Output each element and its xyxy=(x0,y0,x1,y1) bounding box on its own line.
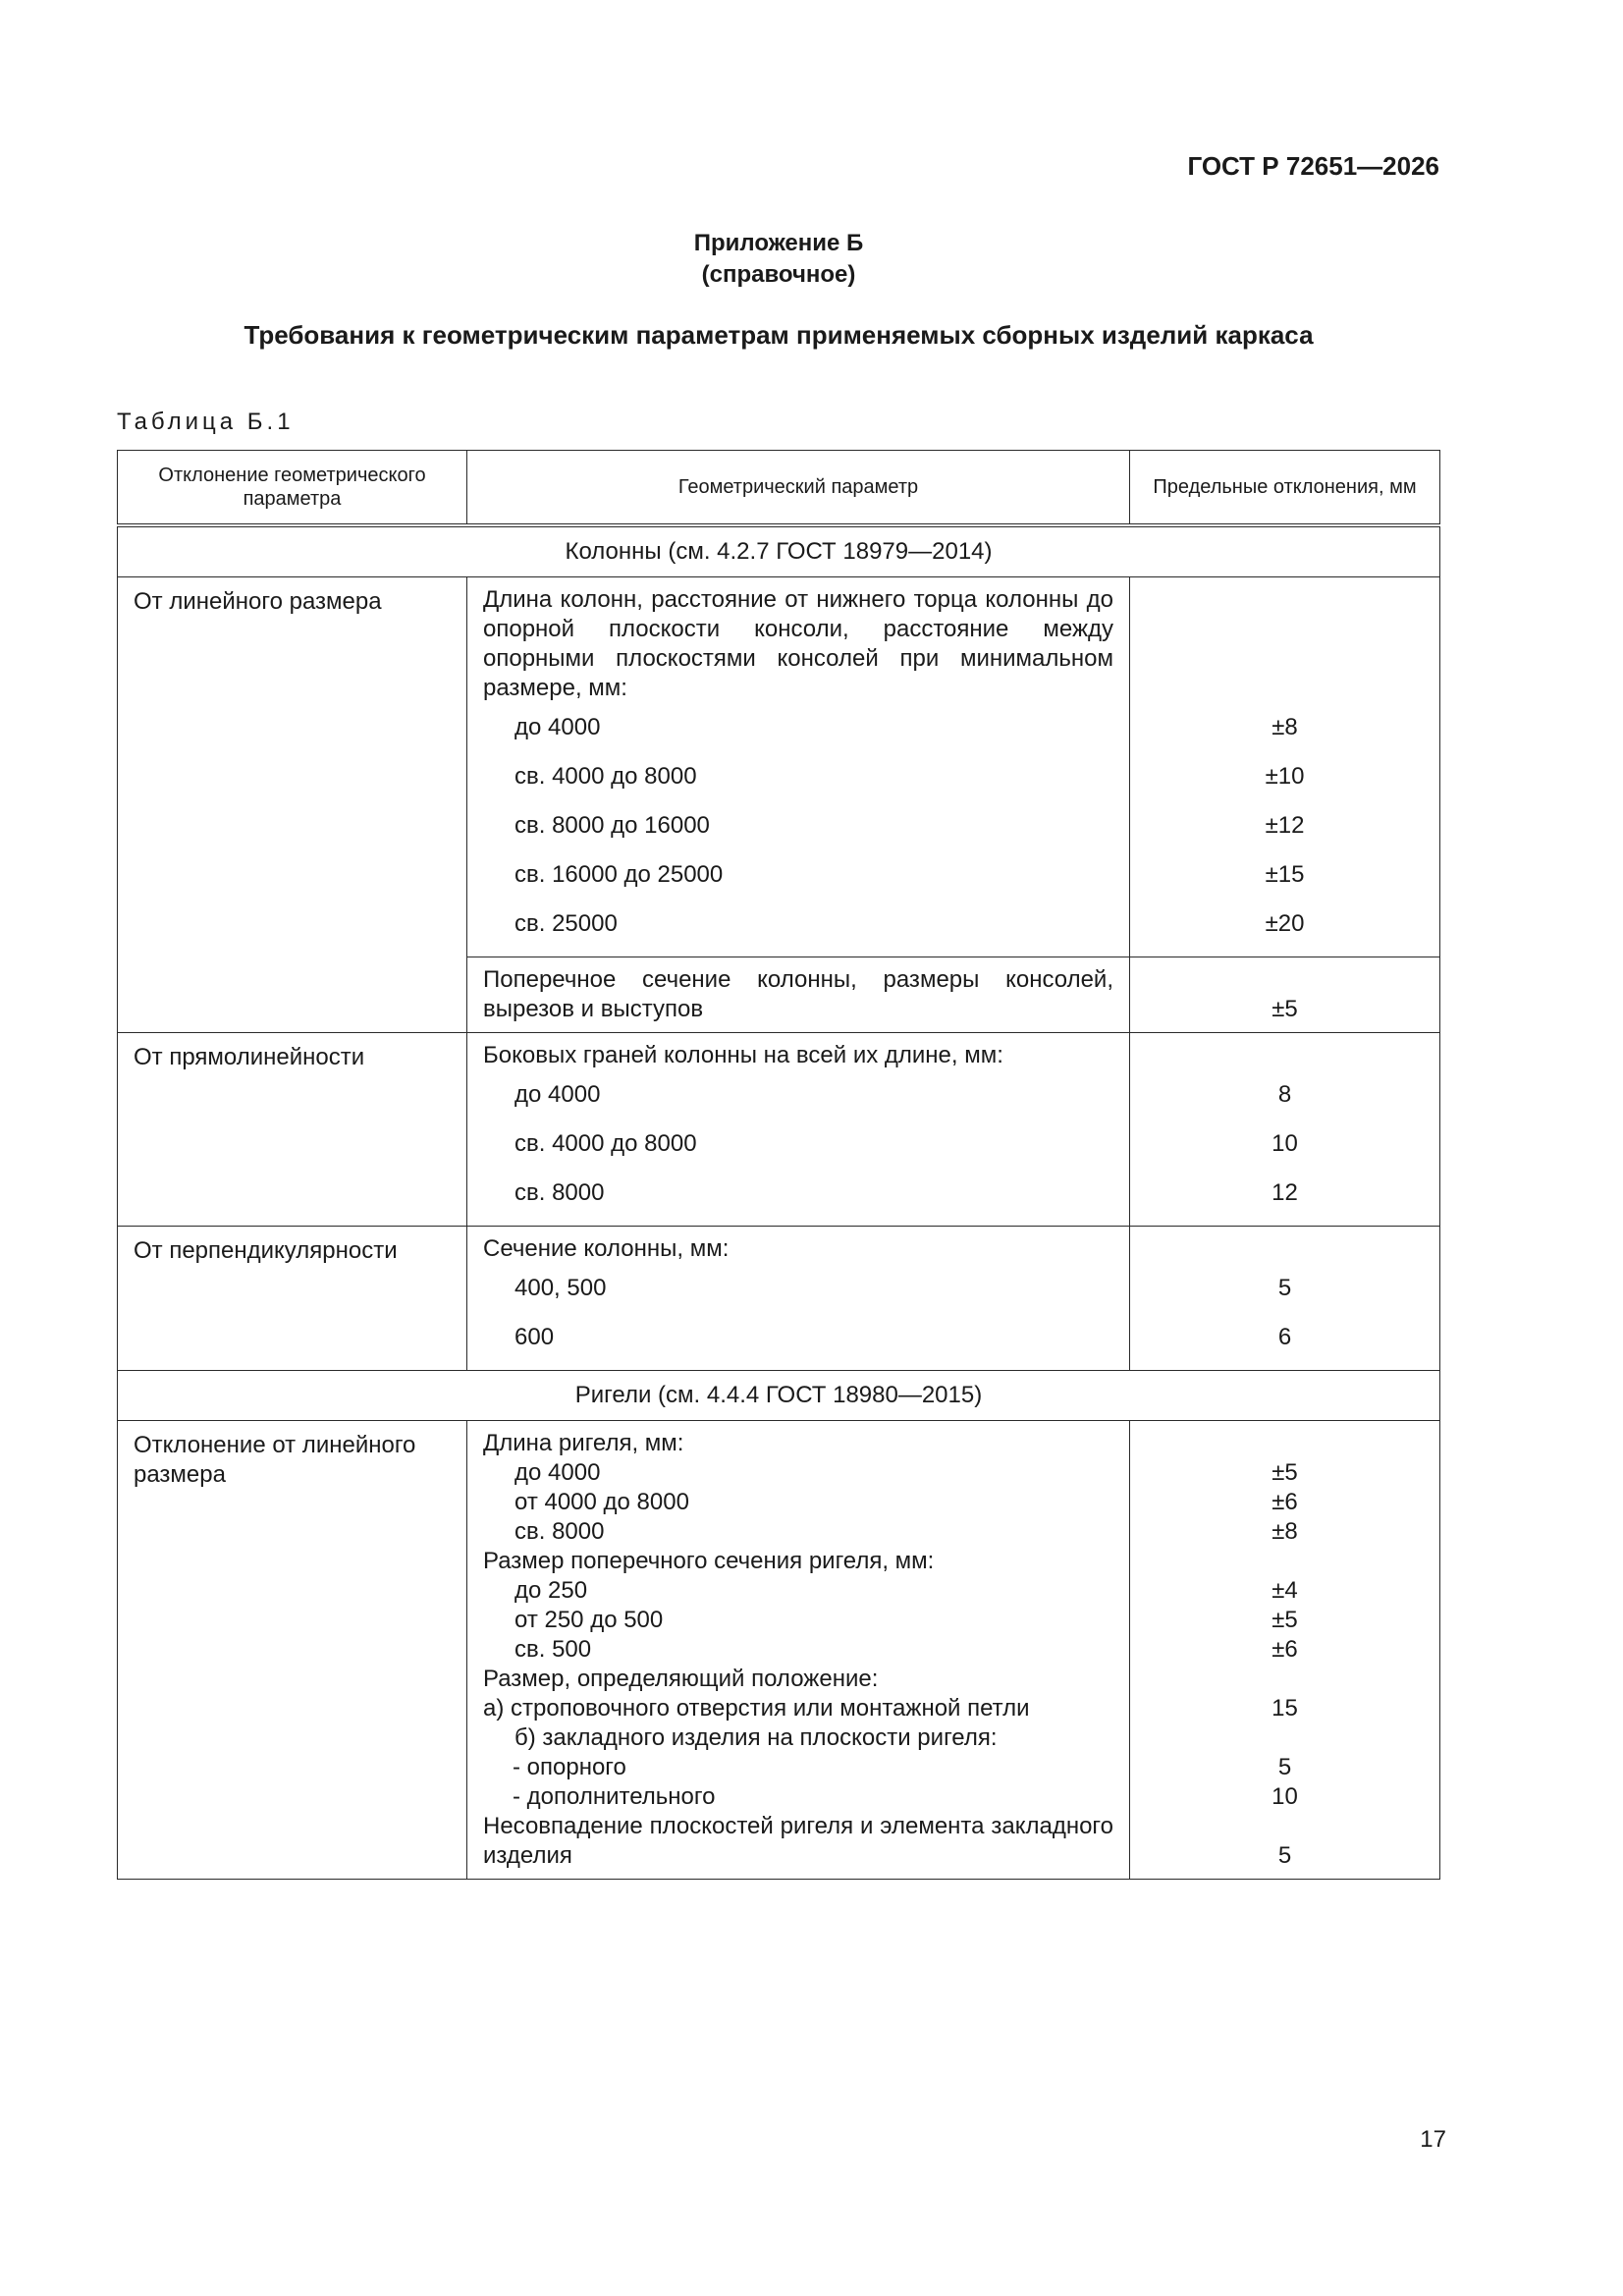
limit-value: ±5 xyxy=(1271,1459,1298,1486)
limit-value: 10 xyxy=(1271,1783,1298,1810)
limit-value: ±8 xyxy=(1271,1518,1298,1545)
limit-value: ±15 xyxy=(1265,861,1305,888)
requirements-table xyxy=(117,450,1440,1880)
limit-value: 12 xyxy=(1271,1179,1298,1206)
limit-cell xyxy=(1130,1033,1440,1227)
limit-value xyxy=(1146,1547,1424,1576)
header-deviation: Отклонение геометрического параметра xyxy=(118,451,467,526)
parameter-cell xyxy=(467,1033,1130,1227)
parameter-line: - опорного xyxy=(513,1754,626,1780)
section-title: Ригели (см. 4.4.4 ГОСТ 18980—2015) xyxy=(118,1371,1440,1421)
parameter-line: от 4000 до 8000 xyxy=(514,1489,689,1515)
table-row xyxy=(118,1033,1440,1227)
parameter-text: Боковых граней колонны на всей их длине, мм: xyxy=(483,1042,1003,1068)
parameter-subitem: до 4000 xyxy=(514,714,601,740)
parameter-line: Размер, определяющий положение: xyxy=(483,1666,879,1692)
limit-value: 6 xyxy=(1277,1324,1292,1350)
parameter-line: св. 500 xyxy=(514,1636,592,1663)
parameter-line: от 250 до 500 xyxy=(514,1607,664,1633)
limit-value xyxy=(1146,1723,1424,1753)
parameter-subitem: 400, 500 xyxy=(514,1275,607,1301)
limit-value: 5 xyxy=(1277,1275,1292,1301)
table-header-row xyxy=(118,451,1440,526)
document-code: ГОСТ Р 72651—2026 xyxy=(1187,151,1439,181)
parameter-subitem: св. 4000 до 8000 xyxy=(514,763,697,790)
deviation-cell: Отклонение от линейного размера xyxy=(118,1421,467,1880)
limit-value: ±12 xyxy=(1265,812,1305,839)
deviation-cell: От линейного размера xyxy=(118,577,467,1033)
page-number: 17 xyxy=(1420,2126,1446,2153)
limit-value: 10 xyxy=(1271,1130,1298,1157)
appendix-subtitle: (справочное) xyxy=(701,261,856,288)
section-title: Колонны (см. 4.2.7 ГОСТ 18979—2014) xyxy=(118,525,1440,577)
section-row-beams xyxy=(118,1371,1440,1421)
limit-cell xyxy=(1130,1421,1440,1880)
parameter-subitem: св. 8000 до 16000 xyxy=(514,812,710,839)
parameter-subitem: св. 8000 xyxy=(514,1179,605,1206)
limit-value: 5 xyxy=(1277,1842,1292,1869)
limit-value: ±5 xyxy=(1271,1607,1298,1633)
parameter-text: Длина колонн, расстояние от нижнего торца колонны до опорной плоскости консоли, расстояние между опорными плоскостями консолей при минимальном размере, мм: xyxy=(483,586,1113,701)
table-row xyxy=(118,1227,1440,1371)
parameter-subitem: св. 25000 xyxy=(514,910,618,937)
limit-value: ±8 xyxy=(1271,714,1298,740)
appendix-heading xyxy=(0,228,1557,291)
deviation-cell: От прямолинейности xyxy=(118,1033,467,1227)
limit-cell xyxy=(1130,577,1440,957)
limit-cell xyxy=(1130,1227,1440,1371)
parameter-cell xyxy=(467,577,1130,957)
limit-value: ±6 xyxy=(1271,1636,1298,1663)
limit-value xyxy=(1146,1665,1424,1694)
parameter-subitem: св. 16000 до 25000 xyxy=(514,861,724,888)
parameter-cell xyxy=(467,957,1130,1033)
limit-value: ±10 xyxy=(1265,763,1305,790)
parameter-subitem: 600 xyxy=(514,1324,555,1350)
limit-value: 8 xyxy=(1277,1081,1292,1108)
main-title: Требования к геометрическим параметрам применяемых сборных изделий каркаса xyxy=(243,320,1314,350)
parameter-line: б) закладного изделия на плоскости ригеля: xyxy=(514,1724,998,1751)
header-limits: Предельные отклонения, мм xyxy=(1130,451,1440,526)
parameter-line: - дополнительного xyxy=(513,1783,716,1810)
parameter-subitem: до 4000 xyxy=(514,1081,601,1108)
parameter-subitem: св. 4000 до 8000 xyxy=(514,1130,697,1157)
table-row xyxy=(118,577,1440,957)
parameter-text: Поперечное сечение колонны, размеры консолей, вырезов и выступов xyxy=(483,966,1113,1022)
parameter-line: до 4000 xyxy=(514,1459,601,1486)
parameter-line: Длина ригеля, мм: xyxy=(483,1430,684,1456)
limit-value xyxy=(1146,1812,1424,1841)
limit-value: 5 xyxy=(1277,1754,1292,1780)
deviation-cell: От перпендикулярности xyxy=(118,1227,467,1371)
header-parameter: Геометрический параметр xyxy=(467,451,1130,526)
limit-value xyxy=(1146,1429,1424,1458)
parameter-text: Сечение колонны, мм: xyxy=(483,1235,730,1262)
limit-value: ±6 xyxy=(1271,1489,1298,1515)
section-row-columns xyxy=(118,525,1440,577)
parameter-line: Несовпадение плоскостей ригеля и элемента закладного изделия xyxy=(483,1813,1113,1869)
limit-cell xyxy=(1130,957,1440,1033)
limit-value: ±4 xyxy=(1271,1577,1298,1604)
parameter-line: а) строповочного отверстия или монтажной петли xyxy=(483,1695,1030,1722)
table-caption: Таблица Б.1 xyxy=(117,409,295,435)
parameter-line: Размер поперечного сечения ригеля, мм: xyxy=(483,1548,935,1574)
limit-value: 15 xyxy=(1271,1695,1298,1722)
appendix-title: Приложение Б xyxy=(693,230,864,256)
parameter-line: до 250 xyxy=(514,1577,588,1604)
limit-value: ±20 xyxy=(1265,910,1305,937)
limit-value: ±5 xyxy=(1271,996,1298,1022)
parameter-cell xyxy=(467,1227,1130,1371)
table-row xyxy=(118,1421,1440,1880)
parameter-cell xyxy=(467,1421,1130,1880)
parameter-line: св. 8000 xyxy=(514,1518,605,1545)
